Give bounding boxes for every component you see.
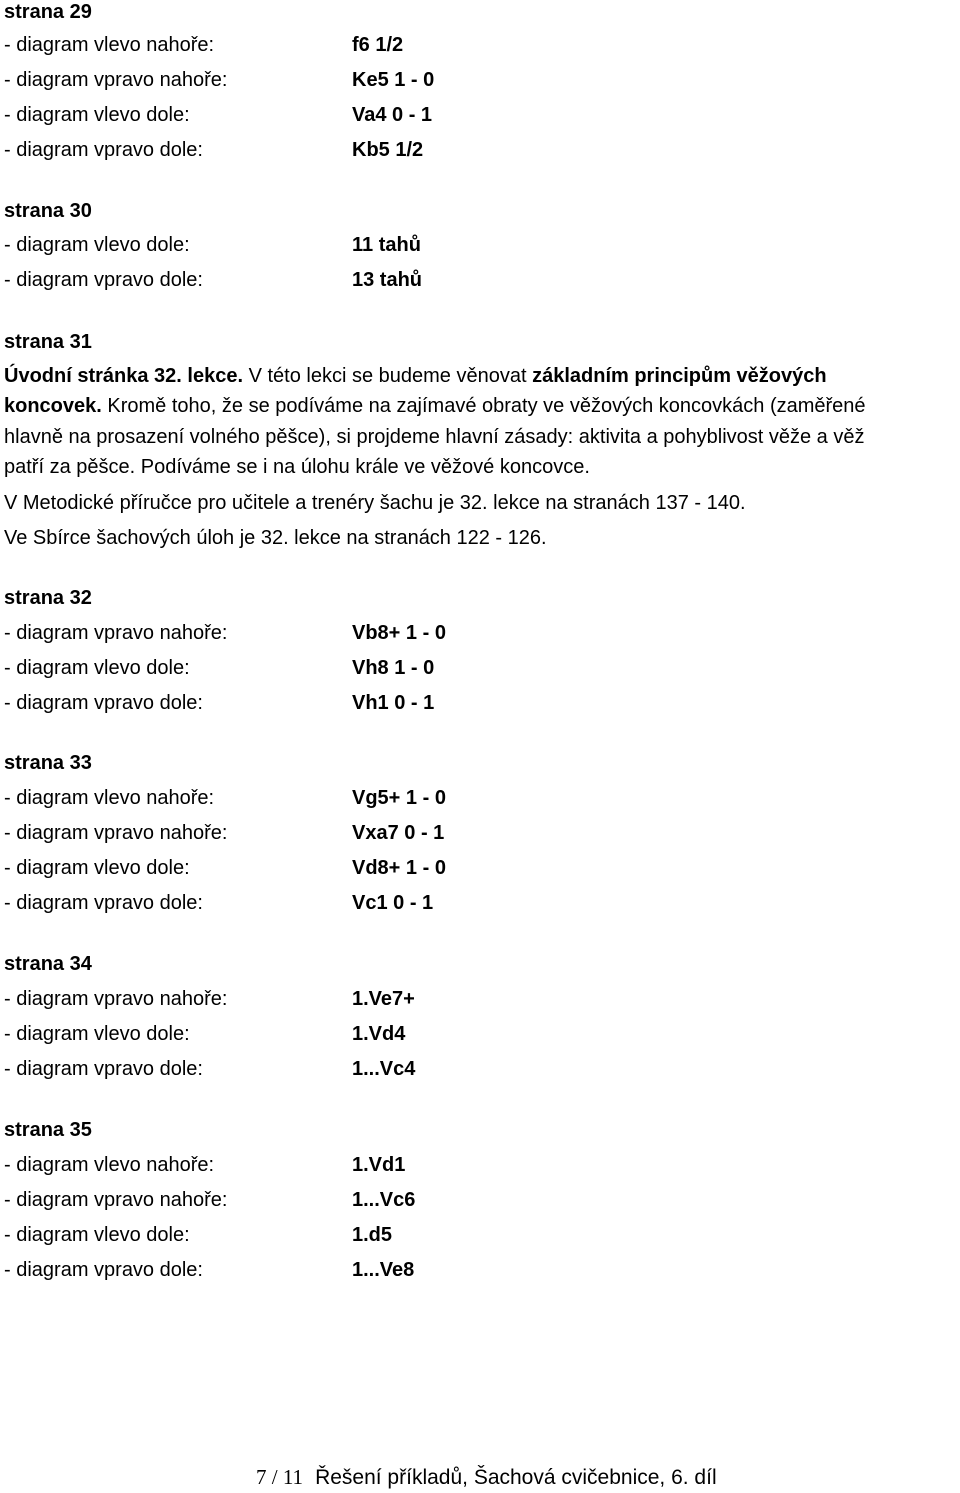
diagram-label: - diagram vpravo dole:: [4, 1058, 203, 1080]
diagram-solution: Vd8+ 1 - 0: [352, 857, 446, 879]
diagram-solution: Vb8+ 1 - 0: [352, 622, 446, 644]
diagram-label: - diagram vpravo dole:: [4, 692, 203, 714]
lesson-intro-bold: Úvodní stránka 32. lekce.: [4, 365, 244, 387]
diagram-solution: 11 tahů: [352, 234, 421, 256]
lesson-intro-bold: základním principům věžových: [532, 365, 827, 387]
diagram-solution: 13 tahů: [352, 269, 423, 291]
diagram-solution: Ke5 1 - 0: [352, 69, 435, 91]
page-number: 7 / 11: [256, 1465, 304, 1489]
diagram-label: - diagram vpravo dole:: [4, 139, 203, 161]
diagram-solution: 1.Vd1: [352, 1154, 406, 1176]
diagram-solution: Vh8 1 - 0: [352, 657, 435, 679]
lesson-intro-line: [4, 361, 960, 391]
section-heading: strana 31: [4, 331, 92, 353]
document-title: Řešení příkladů, Šachová cvičebnice, 6. díl: [315, 1466, 717, 1489]
diagram-label: - diagram vlevo dole:: [4, 104, 190, 126]
diagram-label: - diagram vpravo nahoře:: [4, 622, 228, 644]
diagram-solution: 1...Vc6: [352, 1189, 416, 1211]
lesson-intro-bold: koncovek.: [4, 395, 102, 417]
lesson-intro-text: Kromě toho, že se podíváme na zajímavé obraty ve věžových koncovkách (zaměřené: [101, 395, 866, 417]
diagram-label: - diagram vpravo dole:: [4, 269, 203, 291]
diagram-label: - diagram vpravo nahoře:: [4, 988, 228, 1010]
diagram-solution: f6 1/2: [352, 34, 404, 56]
diagram-solution: Vc1 0 - 1: [352, 892, 434, 914]
section-heading: strana 30: [4, 200, 92, 222]
diagram-label: - diagram vlevo nahoře:: [4, 787, 215, 809]
lesson-intro-line: patří za pěšce. Podíváme se i na úlohu krále ve věžové koncovce.: [4, 456, 590, 478]
section-heading: strana 29: [4, 1, 92, 23]
diagram-solution: 1.Vd4: [352, 1023, 406, 1045]
diagram-solution: 1...Ve8: [352, 1259, 415, 1281]
diagram-label: - diagram vpravo nahoře:: [4, 69, 228, 91]
diagram-solution: Va4 0 - 1: [352, 104, 433, 126]
diagram-solution: Vh1 0 - 1: [352, 692, 435, 714]
diagram-label: - diagram vlevo dole:: [4, 857, 190, 879]
diagram-solution: Kb5 1/2: [352, 139, 424, 161]
diagram-label: - diagram vpravo nahoře:: [4, 822, 228, 844]
page-footer: [256, 1464, 717, 1491]
diagram-solution: Vg5+ 1 - 0: [352, 787, 446, 809]
diagram-solution: 1.Ve7+: [352, 988, 415, 1010]
section-heading: strana 35: [4, 1119, 92, 1141]
diagram-solution: 1...Vc4: [352, 1058, 416, 1080]
lesson-reference-line: V Metodické příručce pro učitele a trenéry šachu je 32. lekce na stranách 137 - 140.: [4, 492, 746, 514]
diagram-label: - diagram vlevo dole:: [4, 657, 190, 679]
diagram-label: - diagram vlevo nahoře:: [4, 34, 215, 56]
diagram-label: - diagram vlevo dole:: [4, 234, 190, 256]
lesson-intro-line: hlavně na prosazení volného pěšce), si projdeme hlavní zásady: aktivita a pohyblivost věže a věž: [4, 426, 865, 448]
diagram-label: - diagram vlevo dole:: [4, 1023, 190, 1045]
diagram-solution: Vxa7 0 - 1: [352, 822, 445, 844]
lesson-reference-line: Ve Sbírce šachových úloh je 32. lekce na stranách 122 - 126.: [4, 527, 547, 549]
section-heading: strana 34: [4, 953, 92, 975]
diagram-label: - diagram vpravo dole:: [4, 892, 203, 914]
section-heading: strana 33: [4, 752, 92, 774]
lesson-intro-text: V této lekci se budeme věnovat: [243, 365, 533, 387]
lesson-intro-line: [4, 391, 960, 421]
diagram-label: - diagram vlevo dole:: [4, 1224, 190, 1246]
diagram-label: - diagram vpravo nahoře:: [4, 1189, 228, 1211]
section-heading: strana 32: [4, 587, 92, 609]
diagram-label: - diagram vlevo nahoře:: [4, 1154, 215, 1176]
diagram-solution: 1.d5: [352, 1224, 393, 1246]
diagram-label: - diagram vpravo dole:: [4, 1259, 203, 1281]
